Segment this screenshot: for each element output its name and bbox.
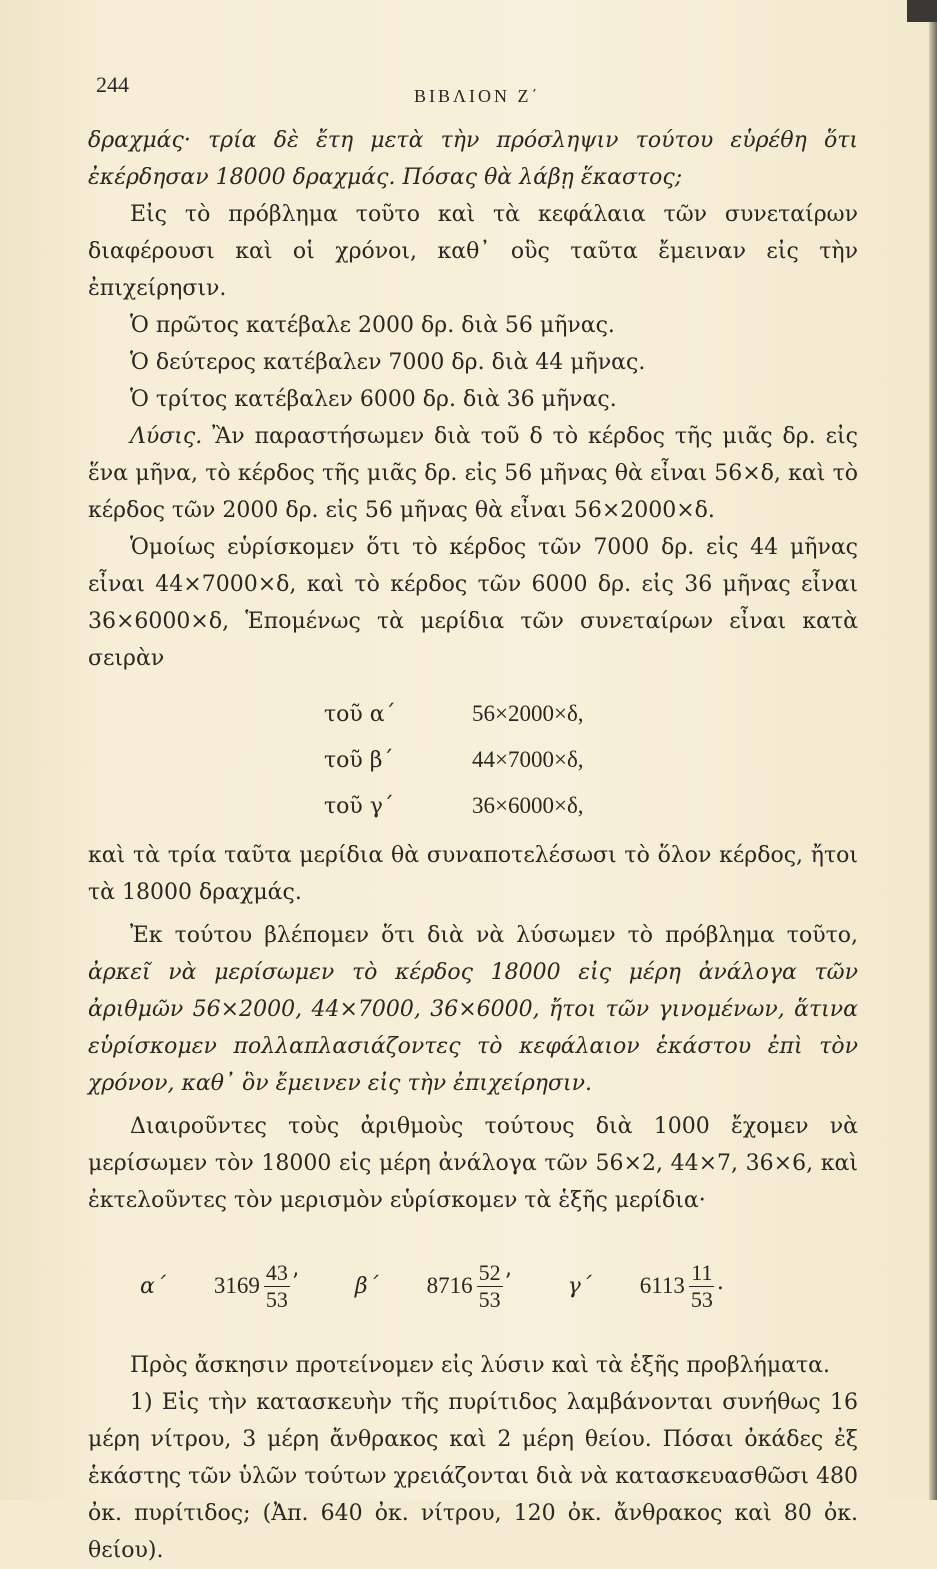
fraction-denominator: 53 [265, 1286, 288, 1312]
page-body [88, 122, 858, 1569]
share-value: 56×2000×δ, [472, 701, 584, 726]
page-number: 244 [96, 72, 129, 97]
solution-text: Ἂν παραστήσωμεν διὰ τοῦ δ τὸ κέρδος τῆς μιᾶς δρ. εἰς ἕνα μῆνα, τὸ κέρδος τῆς μιᾶς δρ. εἰς 56 μῆνας θὰ εἶναι 56×δ, καὶ τὸ κέρδος τῶν 2000 δρ. εἰς 56 μῆνας θὰ εἶναι 56×2000×δ. [88, 424, 858, 523]
result-item [355, 1260, 512, 1313]
page-corner-shadow [907, 0, 937, 22]
paragraph-third-partner: Ὁ τρίτος κατέβαλεν 6000 δρ. διὰ 36 μῆνας. [130, 387, 617, 412]
fraction-numerator: 43 [265, 1259, 288, 1285]
solution-label: Λύσις. [130, 424, 203, 449]
share-row [88, 691, 858, 737]
paragraph-first-partner: Ὁ πρῶτος κατέβαλε 2000 δρ. διὰ 56 μῆνας. [130, 313, 615, 338]
result-item [568, 1260, 724, 1313]
paragraph-solution [88, 418, 858, 529]
fraction-numerator: 52 [478, 1259, 501, 1285]
paragraph-1: δραχμάς· τρία δὲ ἔτη μετὰ τὴν πρόσληψιν τούτου εὑρέθη ὅτι ἐκέρδησαν 18000 δραχμάς. Πόσας θὰ λάβῃ ἕκαστος; [88, 128, 858, 190]
page-edge [929, 0, 937, 1500]
fraction-denominator: 53 [690, 1286, 713, 1312]
running-head: ΒΙΒΛΙΟΝ Ζ΄ [414, 86, 541, 106]
paragraph-rule [88, 917, 858, 1102]
paragraph-dividing: Διαιροῦντες τοὺς ἀριθμοὺς τούτους διὰ 1000 ἔχομεν νὰ μερίσωμεν τὸν 18000 εἰς μέρη ἀνάλογα τῶν 56×2, 44×7, 36×6, καὶ ἐκτελοῦντες τὸν μερισμὸν εὑρίσκομεν τὰ ἑξῆς μερίδια· [88, 1114, 858, 1213]
fraction-denominator: 53 [478, 1286, 501, 1312]
result-label: γ΄ [567, 1273, 592, 1299]
shares-list [88, 691, 858, 829]
fraction-numerator: 11 [691, 1259, 713, 1285]
result-punct: . [716, 1269, 724, 1295]
result-fraction [477, 1260, 503, 1313]
rule-lead: Ἐκ τούτου βλέπομεν ὅτι διὰ νὰ λύσωμεν τὸ πρόβλημα τοῦτο, [130, 923, 858, 948]
paragraph-2: Εἰς τὸ πρόβλημα τοῦτο καὶ τὰ κεφάλαια τῶν συνεταίρων διαφέρουσι καὶ οἱ χρόνοι, καθ᾽ οὓς ταῦτα ἔμειναν εἰς τὴν ἐπιχείρησιν. [88, 202, 858, 301]
share-value: 44×7000×δ, [472, 747, 584, 772]
share-label: τοῦ β΄ [324, 747, 394, 773]
result-label: β΄ [354, 1273, 379, 1299]
result-whole: 8716 [426, 1273, 473, 1298]
share-label: τοῦ α΄ [324, 701, 396, 727]
result-whole: 6113 [639, 1273, 685, 1298]
results-row [140, 1231, 858, 1341]
paragraph-total: καὶ τὰ τρία ταῦτα μερίδια θὰ συναποτελέσωσι τὸ ὅλον κέρδος, ἤτοι τὰ 18000 δραχμάς. [88, 843, 858, 905]
share-value: 36×6000×δ, [472, 793, 584, 818]
result-whole: 3169 [213, 1273, 260, 1298]
share-label: τοῦ γ΄ [324, 793, 394, 819]
result-fraction [264, 1260, 290, 1313]
page-header [96, 68, 856, 108]
result-punct: ’ [504, 1269, 512, 1295]
result-fraction [689, 1260, 715, 1313]
share-row [88, 737, 858, 783]
rule-text: ἀρκεῖ νὰ μερίσωμεν τὸ κέρδος 18000 εἰς μέρη ἀνάλογα τῶν ἀριθμῶν 56×2000, 44×7000, 36×6000, ἤτοι τῶν γινομένων, ἅτινα εὑρίσκομεν πολλαπλασιάζοντες τὸ κεφάλαιον ἑκάστου ἐπὶ τὸν χρόνον, καθ᾽ ὃν ἔμεινεν εἰς τὴν ἐπιχείρησιν. [88, 960, 858, 1096]
paragraph-exercises: Πρὸς ἄσκησιν προτείνομεν εἰς λύσιν καὶ τὰ ἑξῆς προβλήματα. [130, 1353, 830, 1378]
share-row [88, 783, 858, 829]
paragraph-second-partner: Ὁ δεύτερος κατέβαλεν 7000 δρ. διὰ 44 μῆνας. [130, 350, 646, 375]
result-item [140, 1260, 299, 1313]
result-punct: ’ [291, 1269, 299, 1295]
paragraph-similarly: Ὁμοίως εὑρίσκομεν ὅτι τὸ κέρδος τῶν 7000 δρ. εἰς 44 μῆνας εἶναι 44×7000×δ, καὶ τὸ κέρδος τῶν 6000 δρ. εἰς 36 μῆνας εἶναι 36×6000×δ, Ἑπομένως τὰ μερίδια τῶν συνεταίρων εἶναι κατὰ σειρὰν [88, 535, 858, 671]
result-label: α΄ [140, 1273, 166, 1299]
paragraph-problem-1: 1) Εἰς τὴν κατασκευὴν τῆς πυρίτιδος λαμβάνονται συνήθως 16 μέρη νίτρου, 3 μέρη ἄνθρακος καὶ 2 μέρη θείου. Πόσαι ὀκάδες ἐξ ἑκάστης τῶν ὑλῶν τούτων χρειάζονται διὰ νὰ κατασκευασθῶσι 480 ὀκ. πυρίτιδος; (Ἀπ. 640 ὀκ. νίτρου, 120 ὀκ. ἄνθρακος καὶ 80 ὀκ. θείου). [88, 1390, 858, 1563]
